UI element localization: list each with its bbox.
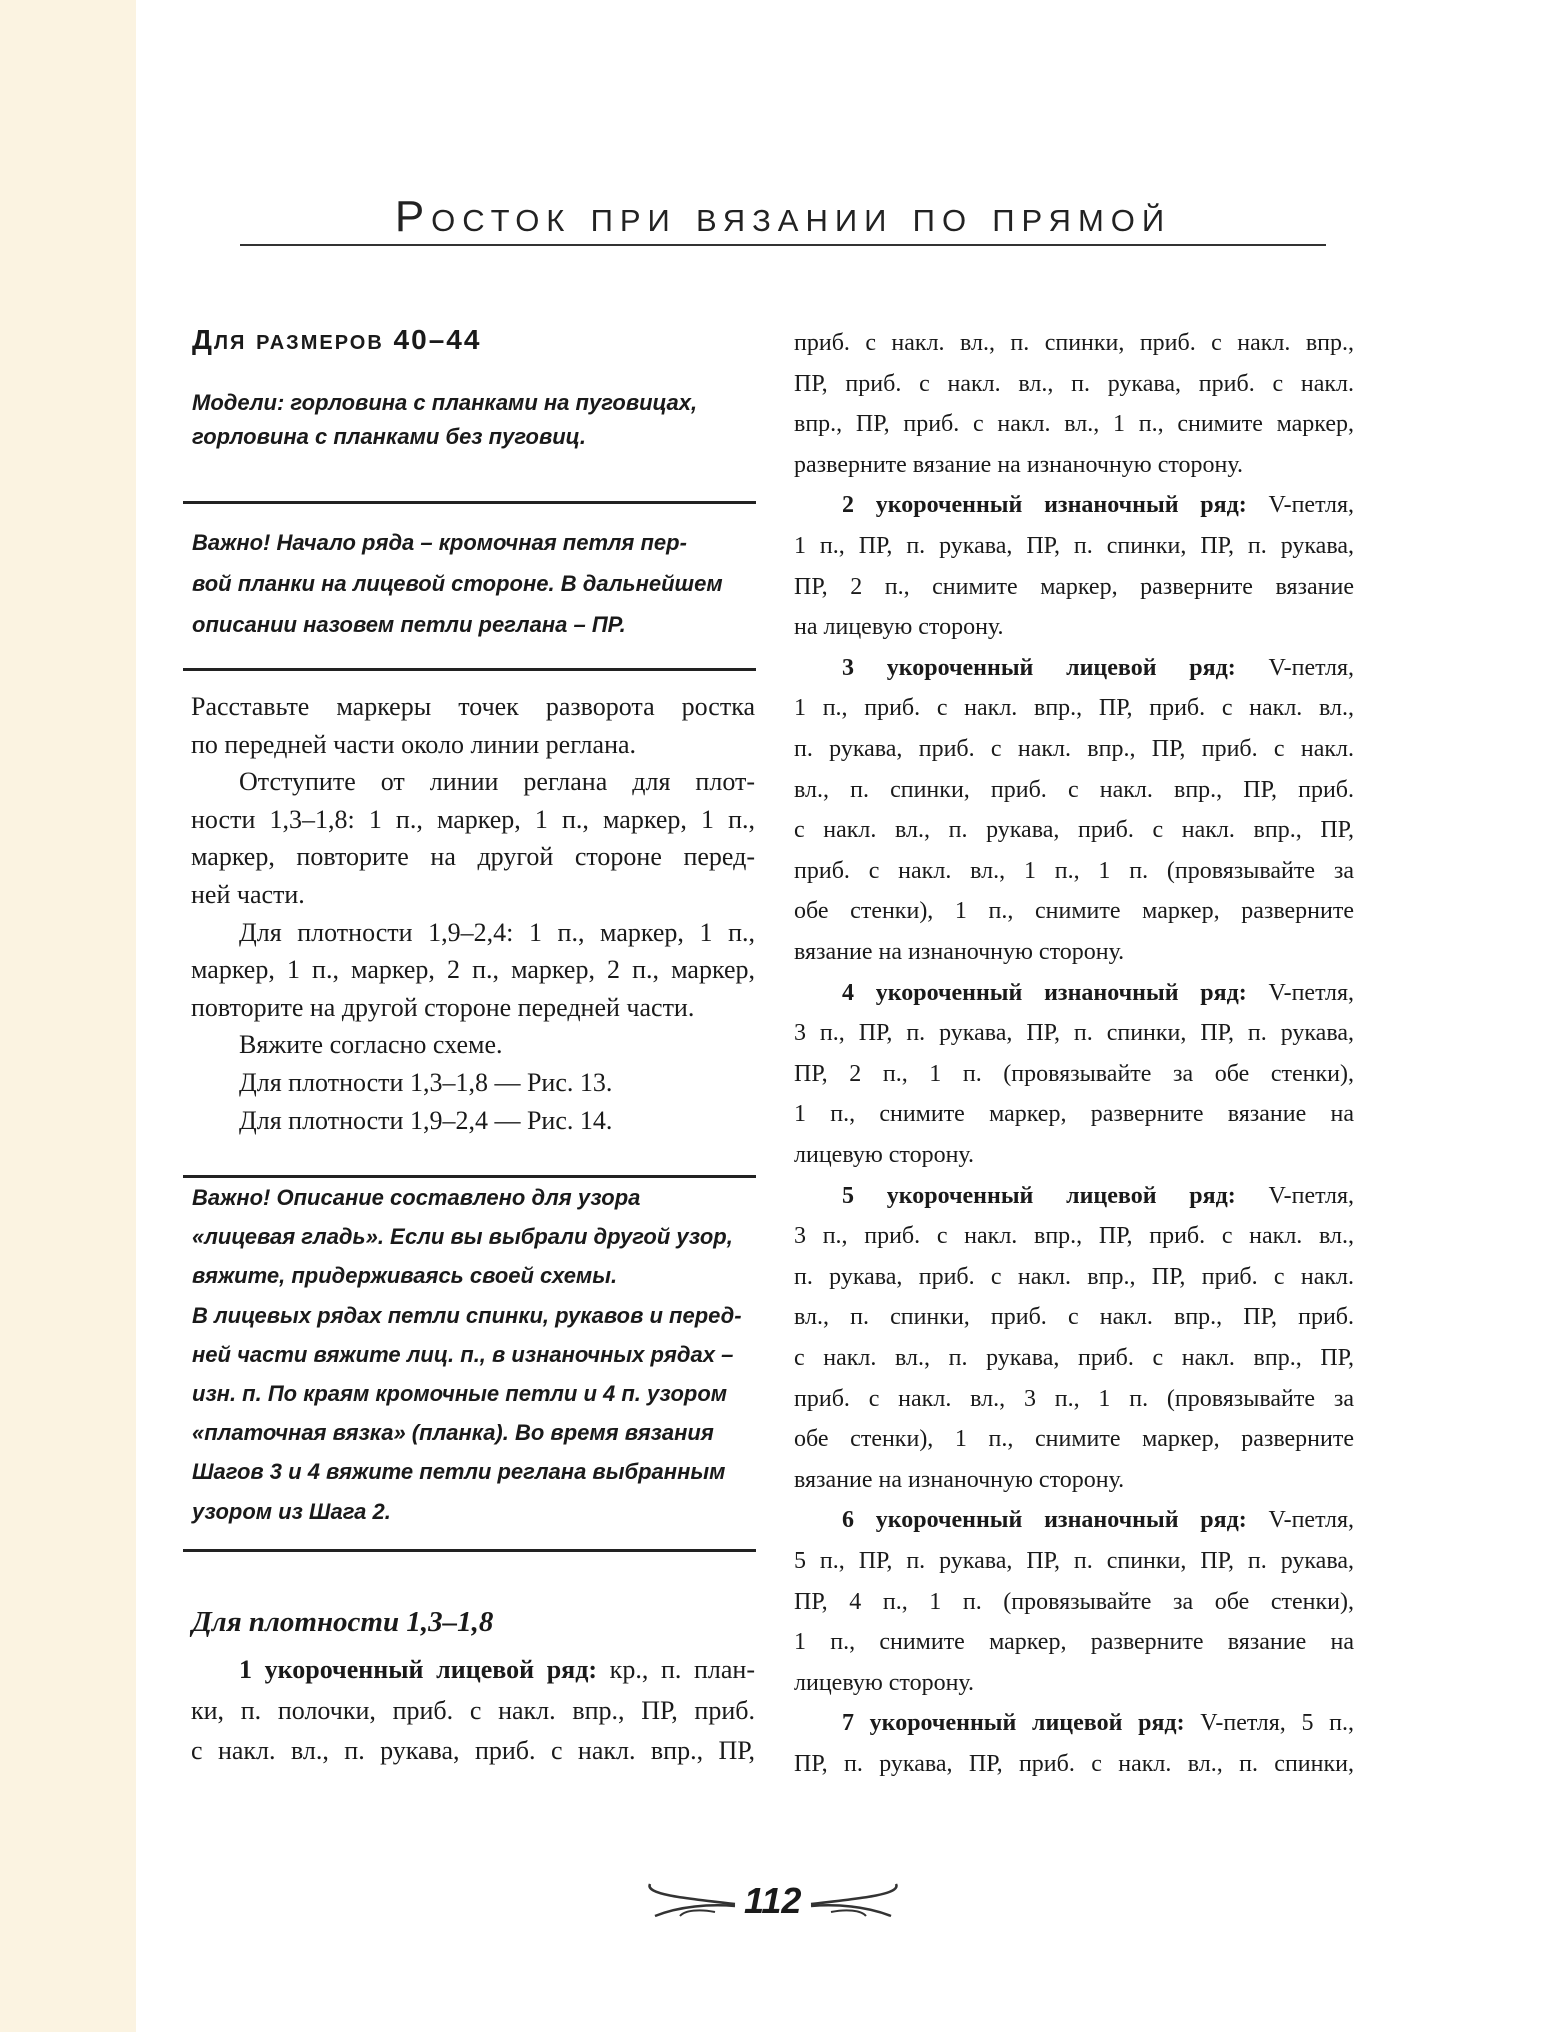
text-line: обе стенки), 1 п., снимите маркер, разверните	[794, 1426, 1354, 1453]
text-line: вязание на изнаночную сторону.	[794, 939, 1125, 965]
text-line: повторите на другой стороне передней части.	[191, 992, 695, 1022]
text-line: 5 п., ПР, п. рукава, ПР, п. спинки, ПР, п. рукава,	[794, 1548, 1354, 1574]
text-line: на лицевую сторону.	[794, 614, 1004, 641]
row-label: 1 укороченный лицевой ряд:	[239, 1655, 598, 1684]
text-line: 1 п., снимите маркер, разверните вязание на	[794, 1629, 1354, 1656]
text-line: 4 укороченный изнаночный ряд: V-петля,	[842, 979, 1354, 1006]
text-line: Расставьте маркеры точек разворота ростка	[191, 692, 755, 721]
text-line: разверните вязание на изнаночную сторону.	[794, 451, 1243, 478]
row-label: 4 укороченный изнаночный ряд:	[842, 979, 1247, 1006]
text-line: 7 укороченный лицевой ряд: V-петля, 5 п.,	[842, 1710, 1355, 1737]
text-line: приб. с накл. вл., 3 п., 1 п. (провязывайте за	[794, 1385, 1354, 1412]
right-ornament-icon	[806, 1876, 906, 1926]
text-line: Важно! Описание составлено для узора	[192, 1185, 641, 1210]
text-line: по передней части около линии реглана.	[191, 729, 637, 759]
row-label: 5 укороченный лицевой ряд:	[842, 1182, 1236, 1209]
text-line: 2 укороченный изнаночный ряд: V-петля,	[842, 492, 1354, 519]
row-label: 2 укороченный изнаночный ряд:	[842, 492, 1247, 519]
text-line: ки, п. полочки, приб. с накл. впр., ПР, приб.	[191, 1695, 755, 1725]
text-line: вязание на изнаночную сторону.	[794, 1466, 1125, 1493]
divider	[183, 668, 756, 671]
text-line: узором из Шага 2.	[192, 1498, 391, 1524]
text-line: Для плотности 1,9–2,4: 1 п., маркер, 1 п.,	[239, 917, 755, 947]
text-line: 3 п., ПР, п. рукава, ПР, п. спинки, ПР, п. рукава,	[794, 1020, 1354, 1047]
text-line: горловина с планками без пуговиц.	[192, 424, 587, 449]
text-line: 5 укороченный лицевой ряд: V-петля,	[842, 1182, 1354, 1209]
text-line: ПР, приб. с накл. вл., п. рукава, приб. с накл.	[794, 370, 1354, 397]
text-line: 1 п., снимите маркер, разверните вязание на	[794, 1101, 1354, 1128]
divider	[183, 501, 756, 504]
text-line: приб. с накл. вл., п. спинки, приб. с накл. впр.,	[794, 330, 1354, 356]
row-label: 3 укороченный лицевой ряд:	[842, 654, 1236, 681]
text-line: с накл. вл., п. рукава, приб. с накл. впр., ПР,	[794, 1345, 1354, 1371]
page-number: 112	[744, 1880, 802, 1921]
text-line: вяжите, придерживаясь своей схемы.	[192, 1263, 618, 1289]
text-line: п. рукава, приб. с накл. впр., ПР, приб. с накл.	[794, 1263, 1354, 1290]
text-line: Модели: горловина с планками на пуговицах,	[192, 390, 698, 415]
divider	[183, 1175, 756, 1178]
text-line: вл., п. спинки, приб. с накл. впр., ПР, приб.	[794, 776, 1354, 803]
text-line: ней части.	[191, 880, 305, 909]
text-line: ней части вяжите лиц. п., в изнаночных рядах –	[192, 1341, 734, 1367]
text-line: вой планки на лицевой стороне. В дальнейшем	[192, 571, 723, 596]
text-line: маркер, повторите на другой стороне перед-	[191, 842, 755, 872]
left-ornament-icon	[640, 1876, 740, 1926]
text-line: ПР, 4 п., 1 п. (провязывайте за обе стенки),	[794, 1588, 1354, 1615]
title-underline	[240, 244, 1326, 246]
row-label: 6 укороченный изнаночный ряд:	[842, 1507, 1247, 1534]
page-title: Росток при вязании по прямой	[394, 192, 1172, 241]
text-line: ПР, 2 п., снимите маркер, разверните вязание	[794, 573, 1354, 600]
text-line: впр., ПР, приб. с накл. вл., 1 п., снимите маркер,	[794, 411, 1354, 438]
page-margin-strip	[0, 0, 136, 2032]
text-line: 1 п., приб. с накл. впр., ПР, приб. с накл. вл.,	[794, 695, 1354, 722]
text-line: лицевую сторону.	[794, 1142, 975, 1168]
divider	[183, 1549, 756, 1552]
density-subheading: Для плотности 1,3–1,8	[192, 1606, 494, 1638]
text-line: лицевую сторону.	[794, 1669, 975, 1696]
text-line: «лицевая гладь». Если вы выбрали другой узор,	[192, 1224, 733, 1250]
text-line: ПР, 2 п., 1 п. (провязывайте за обе стенки),	[794, 1060, 1354, 1087]
text-line: с накл. вл., п. рукава, приб. с накл. впр., ПР,	[191, 1736, 755, 1766]
text-line: вл., п. спинки, приб. с накл. впр., ПР, приб.	[794, 1304, 1354, 1331]
text-line: описании назовем петли реглана – ПР.	[192, 612, 626, 637]
text-line: 1 п., ПР, п. рукава, ПР, п. спинки, ПР, п. рукава,	[794, 533, 1354, 559]
text-line: Шагов 3 и 4 вяжите петли реглана выбранным	[192, 1459, 726, 1485]
text-line: В лицевых рядах петли спинки, рукавов и перед-	[192, 1302, 742, 1328]
text-line: Для плотности 1,3–1,8 — Рис. 13.	[239, 1068, 613, 1097]
text-line: ности 1,3–1,8: 1 п., маркер, 1 п., маркер, 1 п.,	[191, 804, 755, 834]
text-line: обе стенки), 1 п., снимите маркер, разверните	[794, 898, 1354, 925]
text-line: 1 укороченный лицевой ряд: кр., п. план-	[239, 1655, 756, 1684]
text-line: Для плотности 1,9–2,4 — Рис. 14.	[239, 1105, 613, 1135]
text-line: ПР, п. рукава, ПР, приб. с накл. вл., п. спинки,	[794, 1751, 1354, 1777]
text-line: Вяжите согласно схеме.	[239, 1030, 503, 1060]
text-line: «платочная вязка» (планка). Во время вязания	[192, 1420, 714, 1446]
section-heading: Для размеров 40–44	[192, 324, 482, 355]
text-line: 3 п., приб. с накл. впр., ПР, приб. с накл. вл.,	[794, 1223, 1354, 1250]
text-line: приб. с накл. вл., 1 п., 1 п. (провязывайте за	[794, 857, 1354, 884]
text-line: изн. п. По краям кромочные петли и 4 п. узором	[192, 1381, 728, 1406]
text-line: 3 укороченный лицевой ряд: V-петля,	[842, 654, 1354, 681]
text-line: маркер, 1 п., маркер, 2 п., маркер, 2 п., маркер,	[191, 955, 755, 985]
text-line: п. рукава, приб. с накл. впр., ПР, приб. с накл.	[794, 736, 1354, 762]
text-line: с накл. вл., п. рукава, приб. с накл. впр., ПР,	[794, 817, 1354, 844]
text-line: Важно! Начало ряда – кромочная петля пер-	[192, 530, 687, 555]
row-label: 7 укороченный лицевой ряд:	[842, 1710, 1185, 1737]
text-line: Отступите от линии реглана для плот-	[239, 767, 755, 797]
text-line: 6 укороченный изнаночный ряд: V-петля,	[842, 1507, 1354, 1534]
